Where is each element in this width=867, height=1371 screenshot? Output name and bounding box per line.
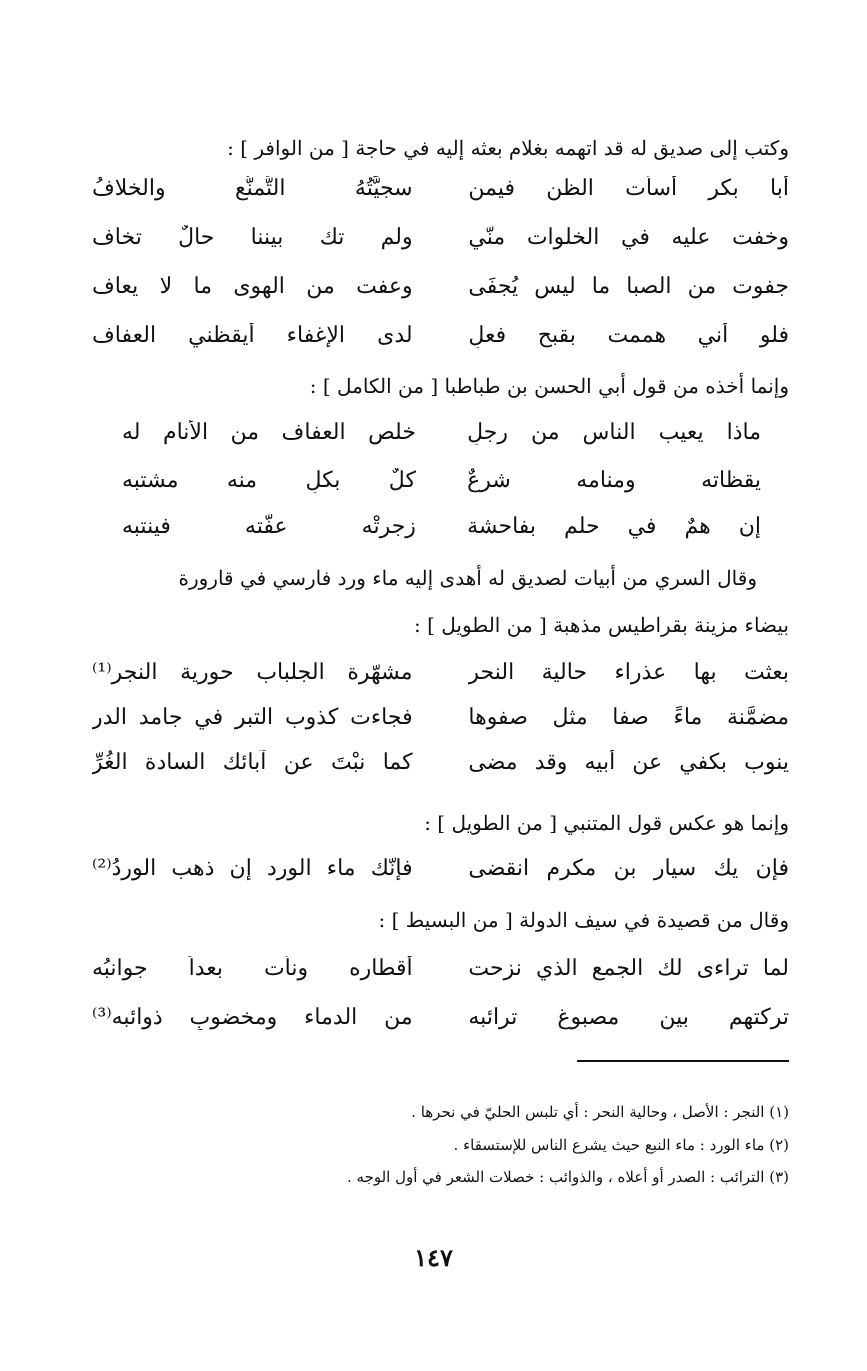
intro-line-2: وإنما أخذه من قول أبي الحسن بن طباطبا [ من الكامل ] : bbox=[309, 374, 789, 398]
verse-3-1 bbox=[92, 652, 789, 692]
verse-1-2 bbox=[92, 217, 789, 257]
second-hemistich: فجاءت كذوب التبر في جامد الدر bbox=[92, 704, 413, 730]
first-hemistich: ينوب بكفي عن أبيه وقد مضى bbox=[468, 749, 789, 775]
verse-2-2 bbox=[122, 460, 761, 500]
intro-line-5: وقال من قصيدة في سيف الدولة [ من البسيط ] : bbox=[378, 908, 789, 932]
verse-5-1 bbox=[92, 948, 789, 988]
footnote-1: (١) النجر : الأصل ، وحالية النحر : أي تلبس الحليّ في نحرها . bbox=[411, 1103, 789, 1121]
verse-1-4 bbox=[92, 315, 789, 355]
first-hemistich: فلو أني هممت بقبح فعلٍ bbox=[468, 322, 789, 348]
first-hemistich: وخفت عليه في الخلوات منّي bbox=[468, 224, 789, 250]
footnote-2: (٢) ماء الورد : ماء النبع حيث يشرع الناس للإستسقاء . bbox=[453, 1136, 789, 1154]
second-hemistich: من الدماء ومخضوبٍ ذوائبه⁽³⁾ bbox=[92, 1004, 413, 1030]
intro-line-4: وإنما هو عكس قول المتنبي [ من الطويل ] : bbox=[424, 811, 789, 835]
intro-line-3a: وقال السري من أبيات لصديق له أهدى إليه ماء ورد فارسي في قارورة bbox=[178, 566, 757, 590]
second-hemistich: كما نبْتَ عن آبائك السادة الغُرِّ bbox=[92, 749, 413, 775]
first-hemistich: فإن يك سيار بن مكرمٍ انقضى bbox=[468, 855, 789, 881]
verse-2-1 bbox=[122, 412, 761, 452]
first-hemistich: مضمَّنة ماءً صفا مثل صفوها bbox=[468, 704, 789, 730]
second-hemistich: وعفت من الهوى ما لا يعاف bbox=[92, 273, 413, 299]
first-hemistich: تركتهم بين مصبوغٍ ترائبه bbox=[468, 1004, 789, 1030]
verse-4-1 bbox=[92, 848, 789, 888]
second-hemistich: خلص العفاف من الأنام له bbox=[122, 419, 416, 445]
first-hemistich: يقظاته ومنامه شرعٌ bbox=[467, 467, 761, 493]
first-hemistich: ماذا يعيب الناس من رجلٍ bbox=[467, 419, 761, 445]
page-number: ١٤٧ bbox=[414, 1243, 453, 1272]
second-hemistich: زجرتْه عفّته فينتبه bbox=[122, 513, 416, 539]
footnote-3: (٣) الترائب : الصدر أو أعلاه ، والذوائب : خصلات الشعر في أول الوجه . bbox=[347, 1168, 789, 1186]
second-hemistich: لدى الإغفاء أيقظني العفاف bbox=[92, 322, 413, 348]
second-hemistich: مشهّرة الجلباب حورية النجرِ⁽¹⁾ bbox=[92, 659, 413, 685]
first-hemistich: جفوت من الصبا ما ليس يُجفَى bbox=[468, 273, 789, 299]
first-hemistich: لما تراءى لك الجمع الذي نزحت bbox=[468, 955, 789, 981]
second-hemistich: أقطاره ونأت بعداً جوانبُه bbox=[92, 955, 413, 981]
second-hemistich: فإنّك ماء الورد إن ذهب الوردُ⁽²⁾ bbox=[92, 855, 413, 881]
verse-3-2 bbox=[92, 697, 789, 737]
verse-5-2 bbox=[92, 997, 789, 1037]
intro-line-3b: بيضاء مزينة بقراطيس مذهبة [ من الطويل ] : bbox=[414, 613, 789, 637]
second-hemistich: كلٌ بكلٍ منه مشتبه bbox=[122, 467, 416, 493]
verse-1-3 bbox=[92, 266, 789, 306]
verse-1-1 bbox=[92, 168, 789, 208]
second-hemistich: سجيَّتُهُ التَّمنُّع والخلافُ bbox=[92, 175, 413, 201]
intro-line-1: وكتب إلى صديق له قد اتهمه بغلام بعثه إليه في حاجة [ من الوافر ] : bbox=[227, 136, 789, 160]
footnote-separator bbox=[577, 1060, 789, 1062]
verse-3-3 bbox=[92, 742, 789, 782]
first-hemistich: إن همٌ في حلم بفاحشة bbox=[467, 513, 761, 539]
second-hemistich: ولم تك بيننا حالٌ تخاف bbox=[92, 224, 413, 250]
first-hemistich: بعثت بها عذراء حالية النحر bbox=[468, 659, 789, 685]
verse-2-3 bbox=[122, 506, 761, 546]
first-hemistich: أبا بكر أسأت الظن فيمن bbox=[468, 175, 789, 201]
